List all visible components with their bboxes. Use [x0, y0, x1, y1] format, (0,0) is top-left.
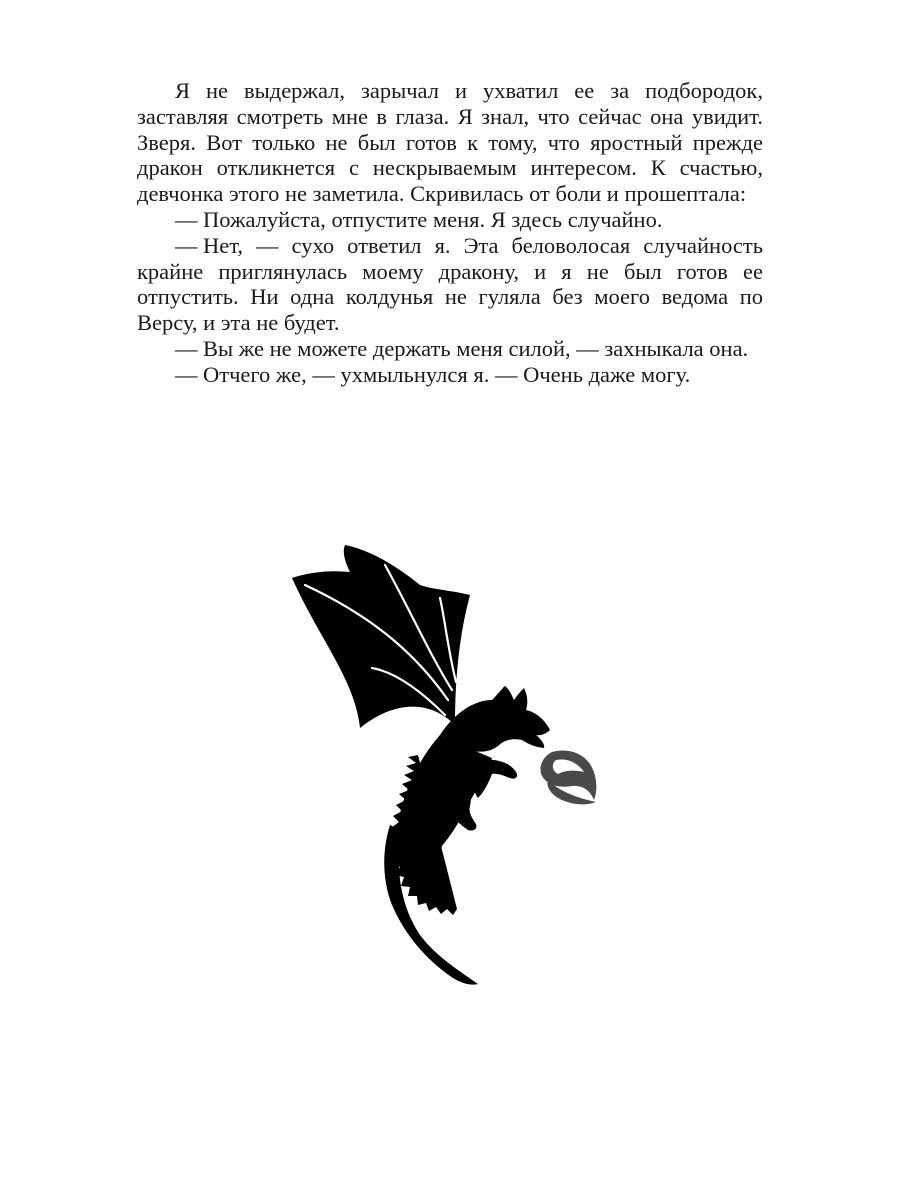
- paragraph-narration: [137, 78, 763, 207]
- paragraph-text: Я не выдержал, зарычал и ухватил ее за подбородок, заставляя смотреть мне в глаза. Я знал, что сейчас она увидит. Зверя. Вот только не был готов к тому, что яростный прежде дракон откликнется с нескрываемым интересом. К счастью, девчонка этого не заметила. Скривилась от боли и прошептала:: [137, 78, 763, 207]
- dragon-flame: [540, 751, 596, 805]
- text-block: [137, 78, 763, 388]
- paragraph-dialogue: [137, 362, 763, 388]
- dialogue-dash: —: [175, 335, 198, 361]
- dragon-front-arm: [473, 760, 517, 799]
- dragon-silhouette-icon: [270, 530, 630, 1000]
- dragon-wing: [292, 545, 470, 728]
- dialogue-dash: —: [175, 232, 198, 258]
- dialogue-dash: —: [175, 206, 198, 232]
- paragraph-text: Нет, — сухо ответил я. Эта беловолосая случайность крайне приглянулась моему дракону, и я не был готов ее отпустить. Ни одна колдунья не гуляла без моего ведома по Версу, и эта не будет.: [137, 232, 763, 336]
- paragraph-text: Пожалуйста, отпустите меня. Я здесь случайно.: [203, 206, 663, 232]
- paragraph-dialogue: [137, 233, 763, 336]
- paragraph-dialogue: [137, 207, 763, 233]
- dialogue-dash: —: [175, 361, 198, 387]
- paragraph-text: Отчего же, — ухмыльнулся я. — Очень даже могу.: [203, 361, 691, 387]
- paragraph-text: Вы же не можете держать меня силой, — захныкала она.: [203, 335, 749, 361]
- dragon-head: [440, 686, 550, 752]
- paragraph-dialogue: [137, 336, 763, 362]
